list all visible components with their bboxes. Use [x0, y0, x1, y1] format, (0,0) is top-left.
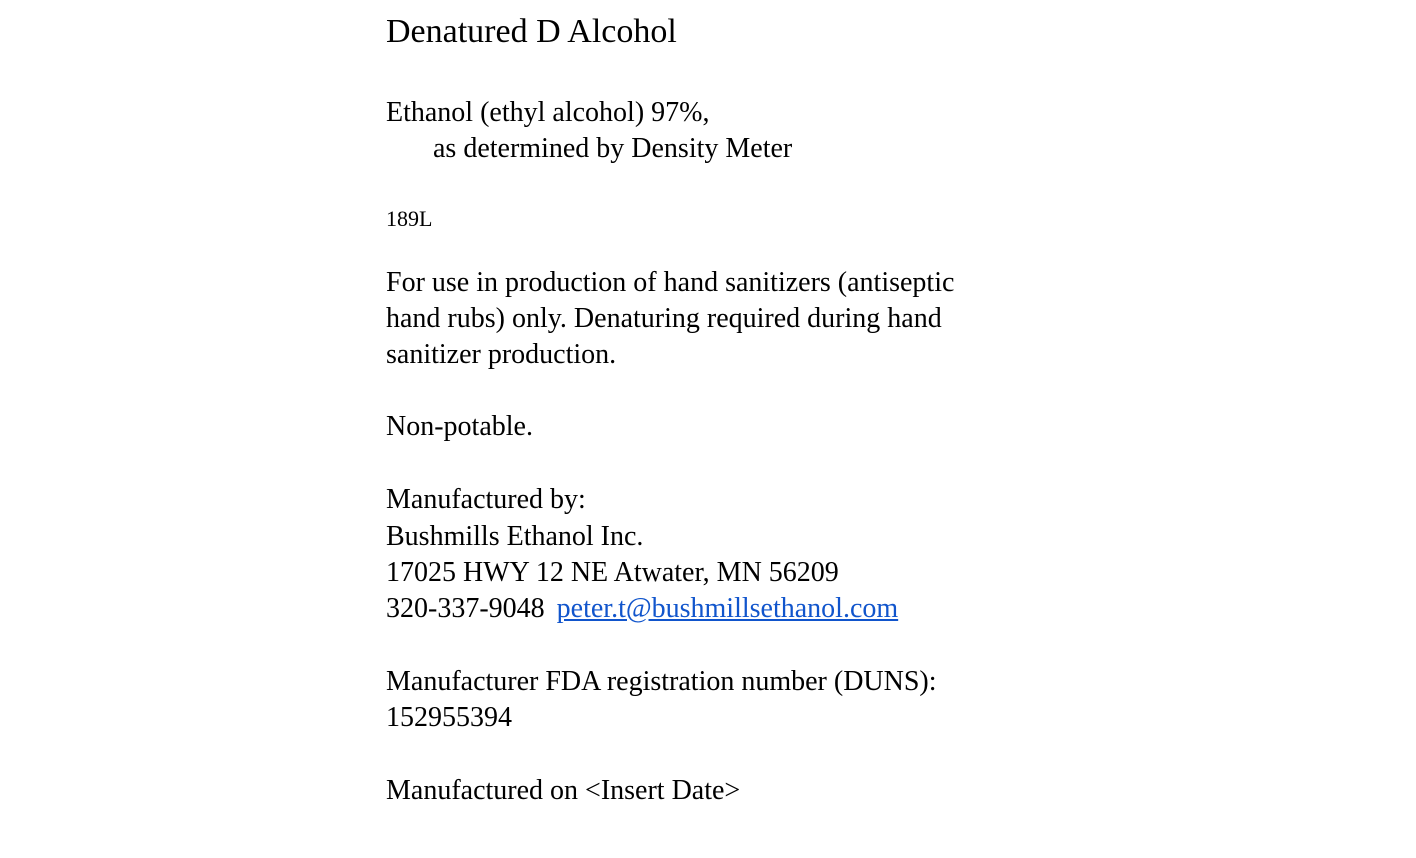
use-statement-line-1: For use in production of hand sanitizers (antiseptic [386, 267, 955, 298]
document-title: Denatured D Alcohol [386, 13, 677, 50]
manufactured-by-label: Manufactured by: [386, 484, 586, 515]
email-link[interactable]: peter.t@bushmillsethanol.com [556, 593, 899, 624]
use-statement-line-2: hand rubs) only. Denaturing required during hand [386, 303, 942, 334]
use-statement-line-3: sanitizer production. [386, 339, 617, 370]
non-potable-warning: Non-potable. [386, 411, 533, 442]
contact-line [386, 591, 898, 627]
company-address: 17025 HWY 12 NE Atwater, MN 56209 [386, 557, 839, 588]
volume-text: 189L [386, 206, 433, 231]
manufactured-on-date: Manufactured on <Insert Date> [386, 775, 741, 806]
phone-number: 320-337-9048 [386, 593, 545, 624]
ethanol-percentage: Ethanol (ethyl alcohol) 97%, [386, 97, 710, 128]
fda-registration-number: 152955394 [386, 702, 512, 733]
fda-registration-label: Manufacturer FDA registration number (DUNS): [386, 666, 937, 697]
company-name: Bushmills Ethanol Inc. [386, 521, 644, 552]
ethanol-method: as determined by Density Meter [433, 133, 793, 164]
